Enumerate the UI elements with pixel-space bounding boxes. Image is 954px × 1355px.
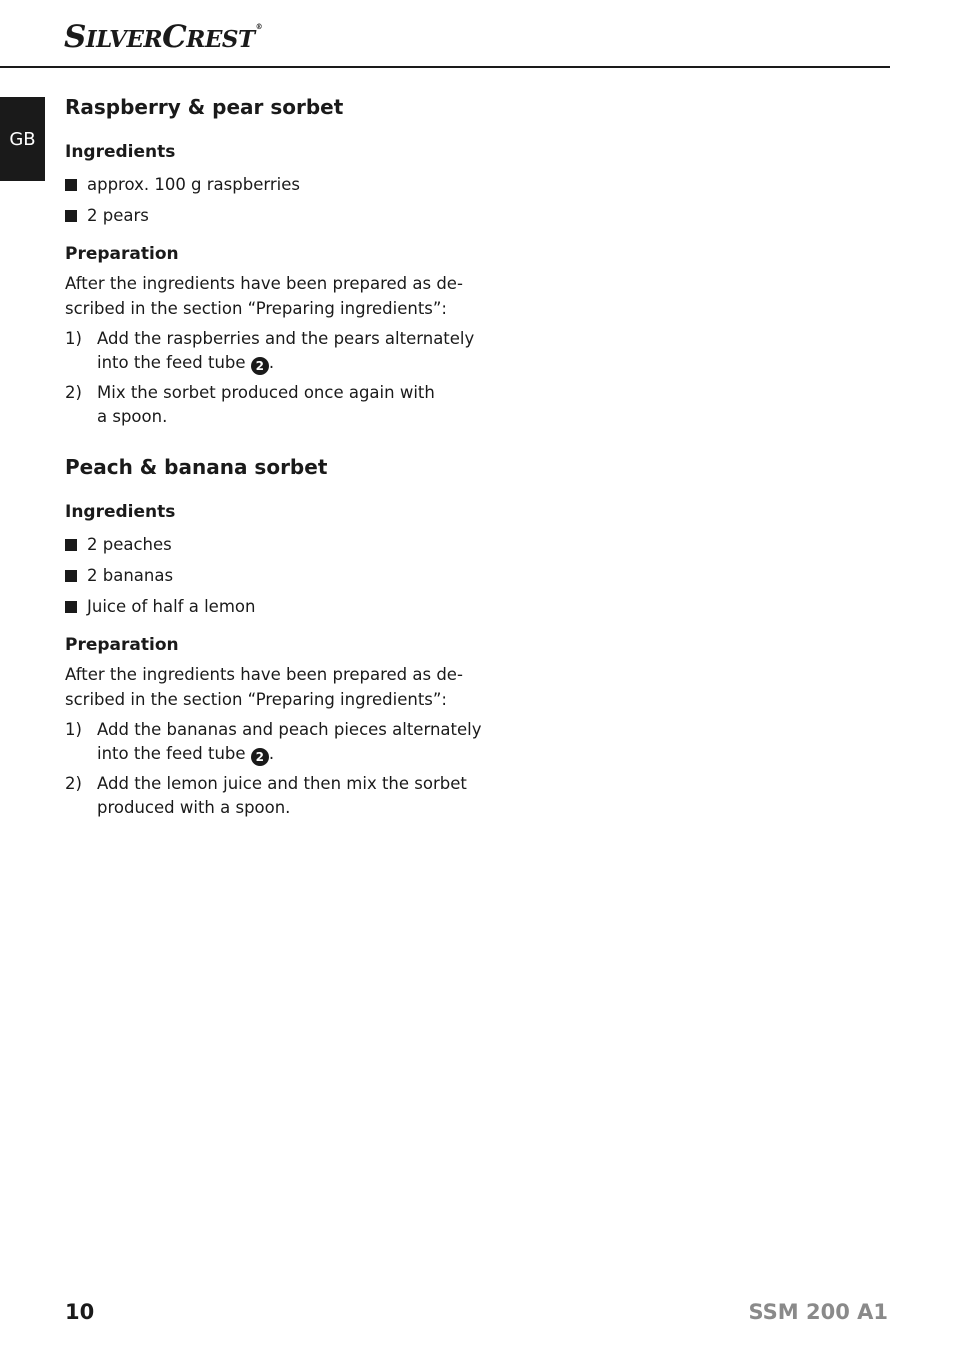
recipe-peach-banana bbox=[65, 451, 485, 820]
preparation-intro: After the ingredients have been prepared as de- scribed in the section “Preparing ingredients”: bbox=[65, 274, 463, 318]
bullet-square-icon bbox=[65, 210, 77, 222]
recipe-raspberry-pear bbox=[65, 91, 485, 429]
header-divider bbox=[0, 66, 890, 68]
model-number: SSM 200 A1 bbox=[748, 1300, 888, 1324]
ingredient-item: approx. 100 g raspberries bbox=[65, 173, 485, 196]
preparation-step: 1) Add the raspberries and the pears alternately into the feed tube 2 . bbox=[65, 329, 475, 373]
preparation-intro: After the ingredients have been prepared as de- scribed in the section “Preparing ingredients”: bbox=[65, 665, 463, 709]
content-column bbox=[65, 91, 485, 820]
bullet-square-icon bbox=[65, 179, 77, 191]
preparation-step: 2) Mix the sorbet produced once again with a spoon. bbox=[65, 383, 435, 426]
page-number: 10 bbox=[65, 1300, 95, 1324]
preparation-heading: Preparation bbox=[65, 244, 179, 264]
language-tab: GB bbox=[0, 97, 45, 181]
preparation-heading: Preparation bbox=[65, 635, 179, 655]
ingredient-item: 2 peaches bbox=[65, 533, 485, 556]
bullet-square-icon bbox=[65, 570, 77, 582]
ingredient-item: 2 pears bbox=[65, 204, 485, 227]
bullet-square-icon bbox=[65, 539, 77, 551]
ingredients-heading: Ingredients bbox=[65, 502, 176, 522]
bullet-square-icon bbox=[65, 601, 77, 613]
ingredient-item: 2 bananas bbox=[65, 564, 485, 587]
ingredient-item: Juice of half a lemon bbox=[65, 595, 485, 618]
feed-tube-ref-icon: 2 bbox=[251, 357, 269, 375]
recipe-title: Peach & banana sorbet bbox=[65, 455, 328, 479]
preparation-step: 1) Add the bananas and peach pieces alternately into the feed tube 2 . bbox=[65, 720, 482, 764]
preparation-step: 2) Add the lemon juice and then mix the sorbet produced with a spoon. bbox=[65, 774, 467, 817]
recipe-title: Raspberry & pear sorbet bbox=[65, 95, 344, 119]
feed-tube-ref-icon: 2 bbox=[251, 748, 269, 766]
ingredients-heading: Ingredients bbox=[65, 142, 176, 162]
silvercrest-logo: SILVERCREST® bbox=[64, 19, 263, 55]
